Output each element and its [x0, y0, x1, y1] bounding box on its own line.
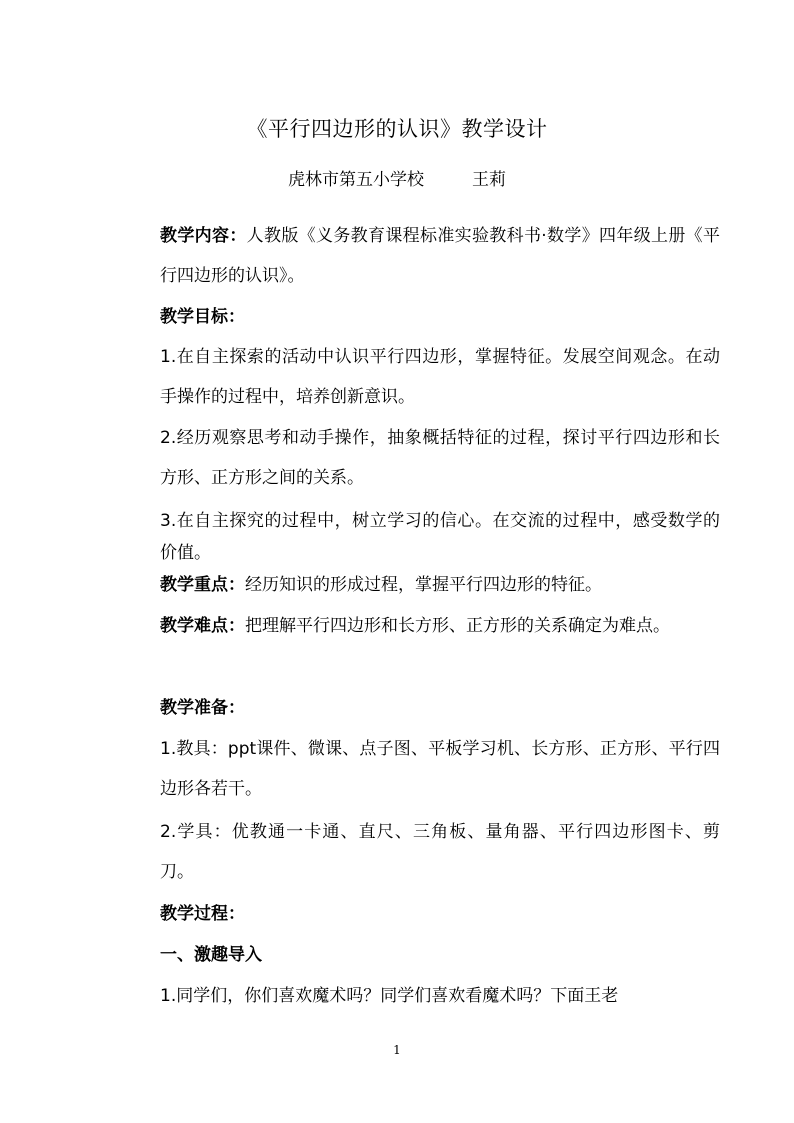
author-line: [0, 168, 794, 192]
section-heading-1: 一、激趣导入: [160, 945, 262, 965]
author-school: 虎林市第五小学校: [288, 170, 424, 190]
process-heading: 教学过程：: [160, 904, 245, 924]
process-item-1: 1.同学们，你们喜欢魔术吗？同学们喜欢看魔术吗？下面王老: [160, 986, 619, 1006]
key-point-text: 经历知识的形成过程，掌握平行四边形的特征。: [245, 575, 602, 595]
teaching-content-text: 人教版《义务教育课程标准实验教科书·数学》四年级上册《平行四边形的认识》。: [160, 226, 721, 286]
key-point-label: 教学重点: [160, 575, 228, 595]
objectives-heading: 教学目标：: [160, 307, 245, 327]
page-number: 1: [393, 1043, 401, 1057]
teaching-content-label: 教学内容: [160, 226, 230, 246]
preparation-item-2: 2.学具：优教通一卡通、直尺、三角板、量角器、平行四边形图卡、剪刀。: [160, 822, 720, 882]
objective-item-1: 1.在自主探索的活动中认识平行四边形，掌握特征。发展空间观念。在动手操作的过程中，培养创新意识。: [160, 347, 720, 407]
preparation-heading: 教学准备：: [160, 698, 245, 718]
difficulty-paragraph: 教学难点：把理解平行四边形和长方形、正方形的关系确定为难点。: [160, 616, 670, 636]
author-name: 王莉: [472, 170, 506, 190]
key-point-paragraph: 教学重点：经历知识的形成过程，掌握平行四边形的特征。: [160, 575, 602, 595]
preparation-item-1: 1.教具：ppt课件、微课、点子图、平板学习机、长方形、正方形、平行四边形各若干。: [160, 739, 720, 799]
difficulty-text: 把理解平行四边形和长方形、正方形的关系确定为难点。: [245, 616, 670, 636]
teaching-content-paragraph: 教学内容：人教版《义务教育课程标准实验教科书·数学》四年级上册《平行四边形的认识》。: [160, 226, 721, 286]
document-title: 《平行四边形的认识》教学设计: [246, 117, 548, 141]
objective-item-3: 3.在自主探究的过程中，树立学习的信心。在交流的过程中，感受数学的价值。: [160, 511, 720, 563]
difficulty-label: 教学难点: [160, 616, 228, 636]
objective-item-2: 2.经历观察思考和动手操作，抽象概括特征的过程，探讨平行四边形和长方形、正方形之间的关系。: [160, 428, 720, 488]
